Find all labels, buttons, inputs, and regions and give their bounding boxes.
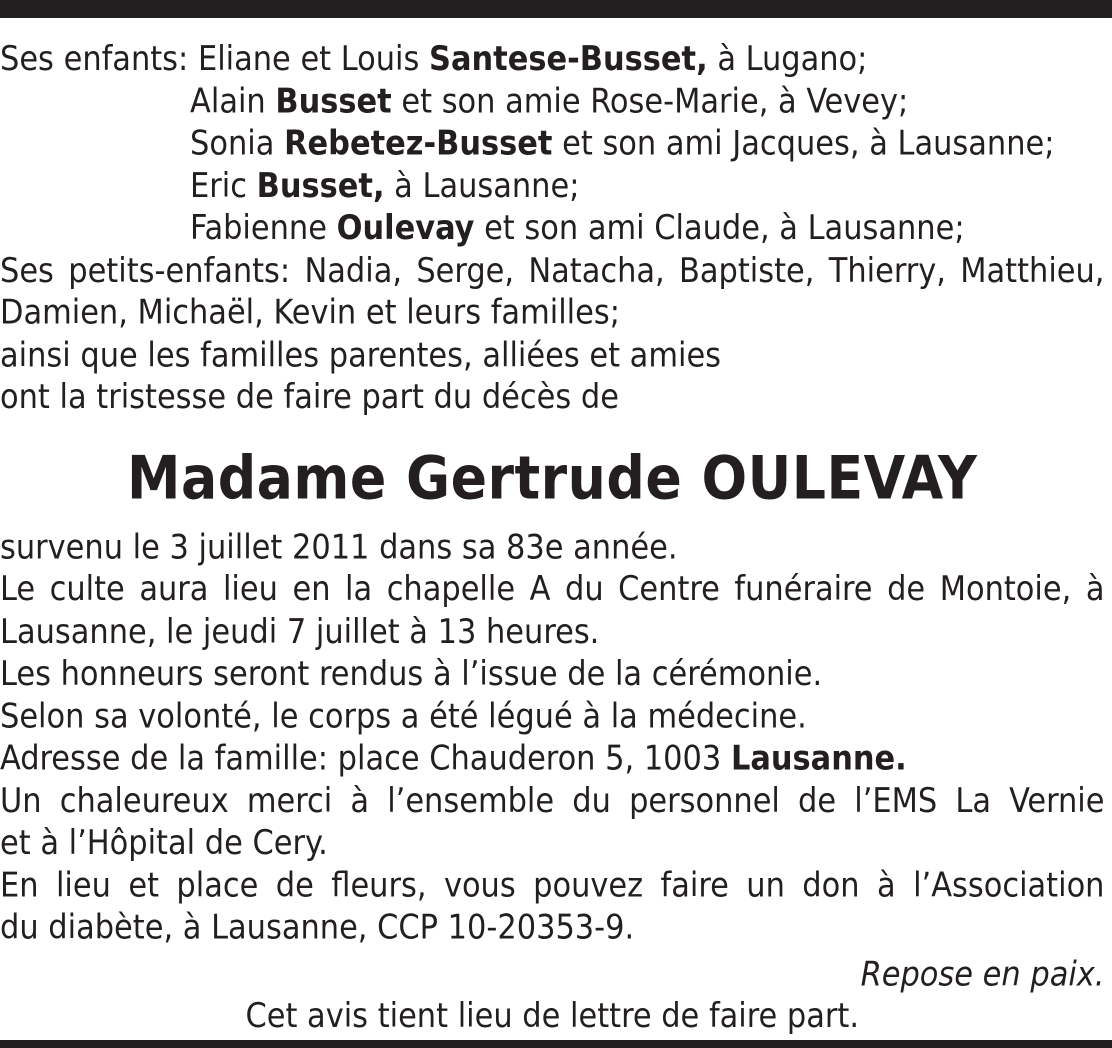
notice-line: Cet avis tient lieu de lettre de faire part. [245,996,860,1037]
closing-line: Repose en paix. [860,953,1105,994]
family-name: Busset [275,81,392,122]
donation-line-1: En lieu et place de fleurs, vous pouvez faire un don à l’Association [0,865,1105,906]
announcement-line: ont la tristesse de faire part du décès de [0,377,619,418]
address-city: Lausanne. [730,738,907,779]
deceased-name: Madame Gertrude OULEVAY [127,443,978,514]
honours-line: Les honneurs seront rendus à l’issue de la cérémonie. [0,653,823,694]
family-name: Rebetez-Busset [284,123,553,164]
grandchildren-line-1: Ses petits-enfants: Nadia, Serge, Natacha, Baptiste, Thierry, Matthieu, [0,250,1105,291]
donation-line-2: du diabète, à Lausanne, CCP 10-20353-9. [0,907,635,948]
children-line-1: Ses enfants: Eliane et Louis Santese-Busset, à Lugano; [0,38,868,79]
death-line: survenu le 3 juillet 2011 dans sa 83e année. [0,527,678,567]
bottom-rule [0,1040,1112,1048]
family-name: Santese-Busset, [429,38,708,79]
will-line: Selon sa volonté, le corps a été légué à la médecine. [0,696,807,737]
children-intro: Ses enfants: [0,38,198,79]
family-name: Oulevay [336,208,475,248]
top-rule [0,0,1112,18]
address-line: Adresse de la famille: place Chauderon 5, 1003 Lausanne. [0,738,907,779]
children-line-2: Alain Busset et son amie Rose-Marie, à Vevey; [190,81,909,122]
service-line-1: Le culte aura lieu en la chapelle A du Centre funéraire de Montoie, à [0,569,1105,610]
families-line: ainsi que les familles parentes, alliées et amies [0,335,722,375]
children-line-4: Eric Busset, à Lausanne; [190,165,580,206]
children-line-3: Sonia Rebetez-Busset et son ami Jacques, à Lausanne; [190,123,1055,164]
grandchildren-line-2: Damien, Michaël, Kevin et leurs familles; [0,292,620,333]
family-name: Busset, [256,165,385,206]
obituary-notice [0,38,1104,1038]
thanks-line-1: Un chaleureux merci à l’ensemble du personnel de l’EMS La Vernie [0,780,1105,821]
children-line-5: Fabienne Oulevay et son ami Claude, à Lausanne; [190,208,965,248]
thanks-line-2: et à l’Hôpital de Cery. [0,823,328,863]
service-line-2: Lausanne, le jeudi 7 juillet à 13 heures. [0,611,600,652]
